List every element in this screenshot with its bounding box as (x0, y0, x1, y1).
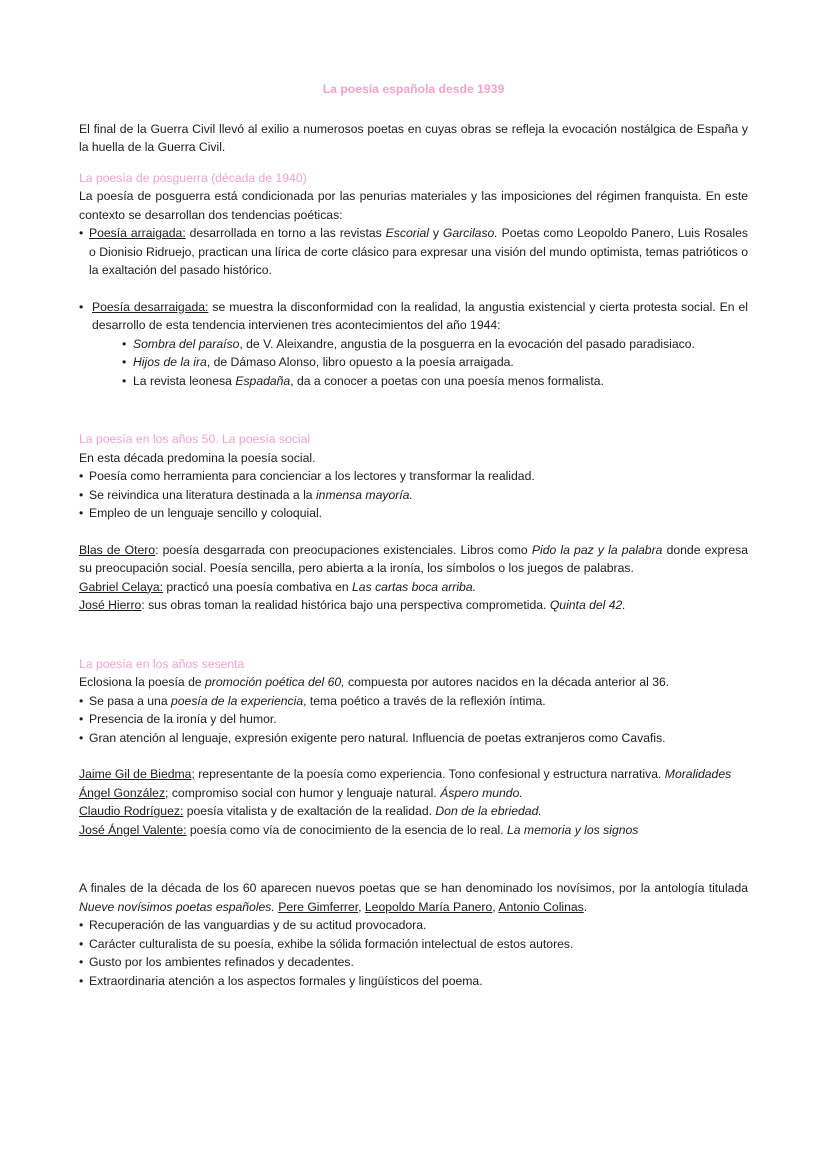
author-entry: Blas de Otero: poesía desgarrada con preocupaciones existenciales. Libros como Pido la paz y la palabra donde expresa su preocupación social. Poesía sencilla, pero abierta a la ironía, los símbolos o los juegos de palabras. (79, 542, 748, 575)
author-name: Pere Gimferrer (278, 899, 359, 914)
section-social (79, 430, 748, 615)
list-item: • Extraordinaria atención a los aspectos formales y lingüísticos del poema. (79, 972, 748, 991)
author-entry: Claudio Rodríguez: poesía vitalista y de exaltación de la realidad. Don de la ebriedad. (79, 804, 542, 818)
section-posguerra (79, 169, 748, 391)
sub-list-item: • La revista leonesa Espadaña, da a conocer a poetas con una poesía menos formalista. (122, 372, 748, 391)
author-entry: Jaime Gil de Biedma; representante de la poesía como experiencia. Tono confesional y estructura narrativa. Moralidades (79, 767, 732, 781)
section-novisimos (79, 879, 748, 990)
list-item: • Recuperación de las vanguardias y de su actitud provocadora. (79, 916, 748, 935)
section-intro: Eclosiona la poesía de promoción poética del 60, compuesta por autores nacidos en la década anterior al 36. (79, 675, 670, 689)
author-name: Blas de Otero (79, 542, 156, 557)
list-item: • Poesía arraigada: desarrollada en torno a las revistas Escorial y Garcilaso. Poetas como Leopoldo Panero, Luis Rosales o Dionisio Ridruejo, practican una lírica de corte clásico para expresar una visión del mundo optimista, temas patrióticos o la exaltación del pasado histórico. (79, 224, 748, 280)
section-heading: La poesía de posguerra (década de 1940) (79, 170, 307, 185)
author-name: Gabriel Celaya: (79, 579, 163, 594)
sub-list-item: • Hijos de la ira, de Dámaso Alonso, libro opuesto a la poesía arraigada. (122, 353, 748, 372)
author-name: Claudio Rodríguez: (79, 804, 184, 818)
section-heading: La poesía en los años sesenta (79, 656, 245, 671)
section-intro: La poesía de posguerra está condicionada por las penurias materiales y las imposiciones del régimen franquista. En este contexto se desarrollan dos tendencias poéticas: (79, 189, 748, 222)
author-entry: Gabriel Celaya: practicó una poesía combativa en Las cartas boca arriba. (79, 579, 477, 594)
section-heading: La poesía en los años 50. La poesía social (79, 432, 311, 446)
list-item: • Se reivindica una literatura destinada a la inmensa mayoría. (79, 486, 748, 505)
sub-list-item: • Sombra del paraíso, de V. Aleixandre, angustia de la posguerra en la evocación del pasado paradisiaco. (122, 335, 748, 354)
list-item: • Gran atención al lenguaje, expresión exigente pero natural. Influencia de poetas extranjeros como Cavafis. (79, 729, 748, 748)
term-underlined: Poesía desarraigada: (92, 299, 209, 314)
list-item: • Presencia de la ironía y del humor. (79, 710, 748, 729)
author-entry: José Hierro: sus obras toman la realidad histórica bajo una perspectiva comprometida. Quinta del 42. (79, 598, 626, 612)
section-intro: A finales de la década de los 60 aparecen nuevos poetas que se han denominado los novísimos, por la antología titulada Nueve novísimos poetas españoles. Pere Gimferrer, Leopoldo María Panero, Antonio Colinas. (79, 881, 748, 914)
intro-paragraph: El final de la Guerra Civil llevó al exilio a numerosos poetas en cuyas obras se refleja la evocación nostálgica de España y la huella de la Guerra Civil. (79, 121, 748, 154)
list-item: • Carácter culturalista de su poesía, exhibe la sólida formación intelectual de estos autores. (79, 935, 748, 954)
author-name: Ángel González; (79, 785, 169, 800)
section-intro: En esta década predomina la poesía social. (79, 450, 316, 465)
section-sesenta (79, 655, 748, 840)
author-name: José Hierro (79, 598, 142, 612)
author-name: Antonio Colinas (498, 899, 584, 914)
list-item: • Empleo de un lenguaje sencillo y coloquial. (79, 504, 748, 523)
author-name: José Ángel Valente: (79, 822, 187, 837)
author-entry: Ángel González; compromiso social con humor y lenguaje natural. Áspero mundo. (79, 785, 523, 800)
author-name: Jaime Gil de Biedma; (79, 767, 195, 781)
list-item: • Poesía como herramienta para concienciar a los lectores y transformar la realidad. (79, 467, 748, 486)
page-title: La poesía española desde 1939 (322, 82, 505, 96)
list-item: • Se pasa a una poesía de la experiencia, tema poético a través de la reflexión íntima. (79, 692, 748, 711)
term-underlined: Poesía arraigada: (89, 226, 186, 240)
author-name: Leopoldo María Panero (364, 899, 493, 914)
list-item: • Gusto por los ambientes refinados y decadentes. (79, 953, 748, 972)
author-entry: José Ángel Valente: poesía como vía de conocimiento de la esencia de lo real. La memoria y los signos (79, 822, 639, 837)
list-item: • Poesía desarraigada: se muestra la disconformidad con la realidad, la angustia existencial y cierta protesta social. En el desarrollo de esta tendencia intervienen tres acontecimientos del año 1944: (79, 298, 748, 335)
